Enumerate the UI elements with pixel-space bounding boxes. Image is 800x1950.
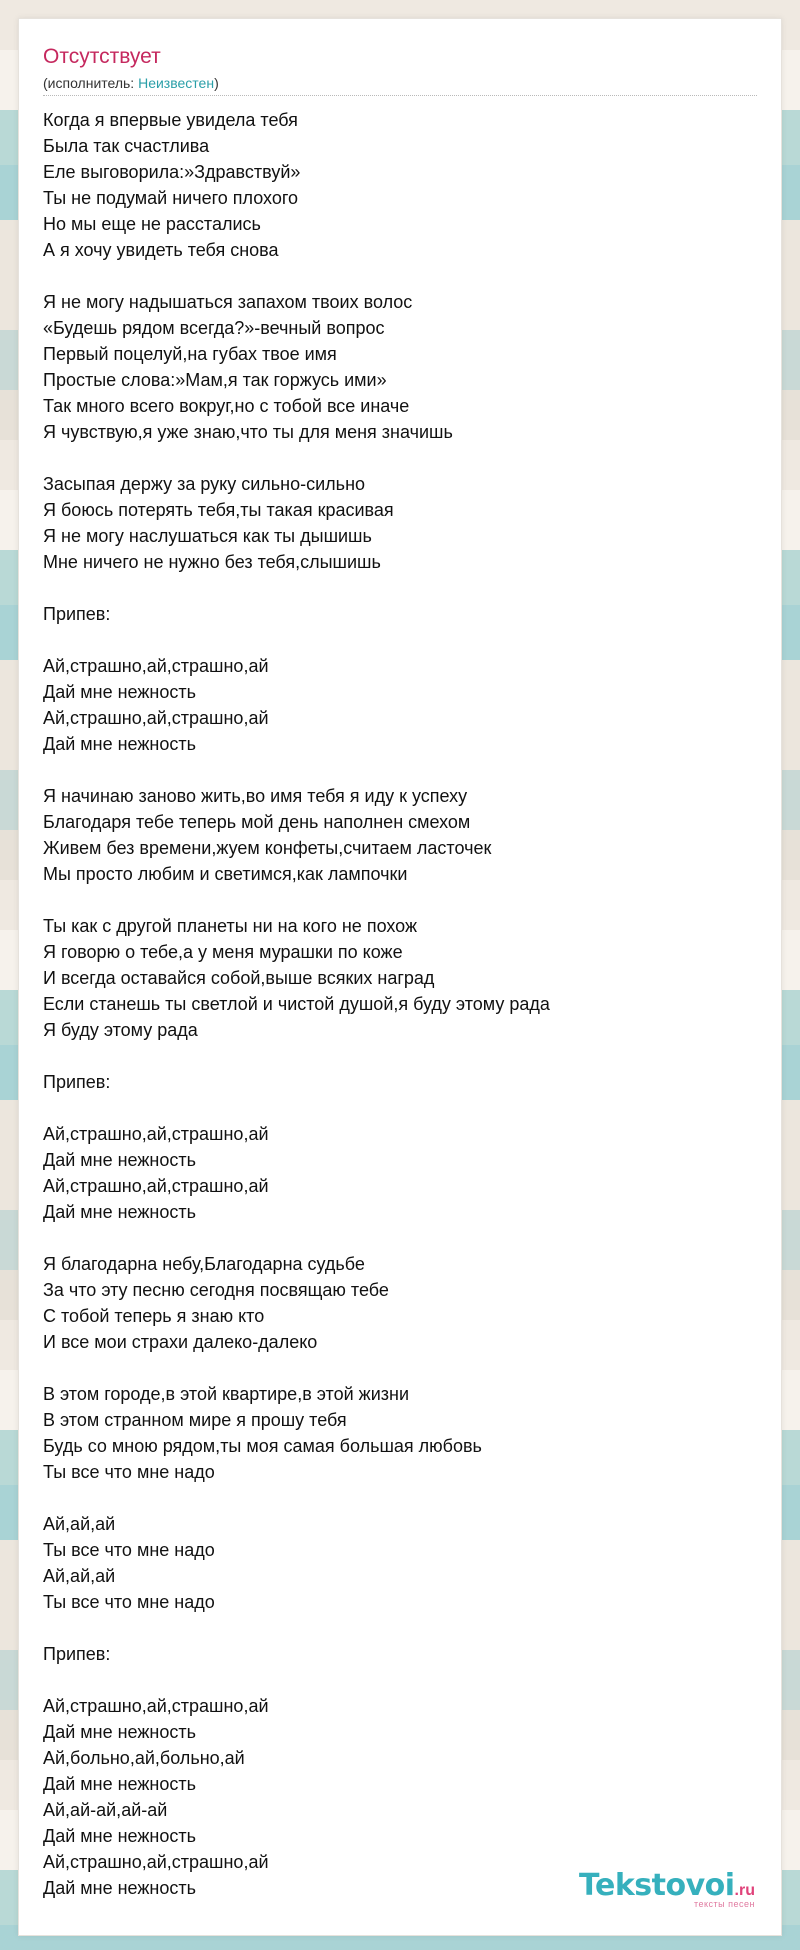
lyrics-line: Ай,страшно,ай,страшно,ай (43, 1696, 269, 1716)
lyrics-blank-line (43, 1667, 550, 1693)
meta-prefix: (исполнитель: (43, 75, 139, 91)
lyrics-line: Ай,страшно,ай,страшно,ай (43, 656, 269, 676)
lyrics-line: Ай,страшно,ай,страшно,ай (43, 708, 269, 728)
lyrics-line: Дай мне нежность (43, 1150, 196, 1170)
lyrics-line: «Будешь рядом всегда?»-вечный вопрос (43, 318, 385, 338)
lyrics-line: Если станешь ты светлой и чистой душой,я буду этому рада (43, 994, 550, 1014)
song-title: Отсутствует (43, 45, 161, 68)
lyrics-line: Так много всего вокруг,но с тобой все иначе (43, 396, 410, 416)
lyrics-line: Ай,ай,ай (43, 1566, 116, 1586)
logo-brand: Tekstovoi (579, 1868, 735, 1903)
lyrics-line: Дай мне нежность (43, 1722, 196, 1742)
lyrics-line: Была так счастлива (43, 136, 210, 156)
lyrics-line: Я боюсь потерять тебя,ты такая красивая (43, 500, 394, 520)
lyrics-line: И все мои страхи далеко-далеко (43, 1332, 318, 1352)
lyrics-line: Дай мне нежность (43, 1878, 196, 1898)
lyrics-line: Дай мне нежность (43, 1774, 196, 1794)
lyrics-line: Простые слова:»Мам,я так горжусь ими» (43, 370, 387, 390)
lyrics-line: Будь со мною рядом,ты моя самая большая любовь (43, 1436, 482, 1456)
lyrics-blank-line (43, 1043, 550, 1069)
site-logo[interactable] (579, 1868, 755, 1909)
divider (43, 95, 757, 96)
logo-tagline: тексты песен (693, 1899, 755, 1909)
lyrics-line: Я начинаю заново жить,во имя тебя я иду к успеху (43, 786, 468, 806)
lyrics-blank-line (43, 1355, 550, 1381)
lyrics-line: Ай,страшно,ай,страшно,ай (43, 1852, 269, 1872)
lyrics-line: Ай,страшно,ай,страшно,ай (43, 1124, 269, 1144)
lyrics-line: Я благодарна небу,Благодарна судьбе (43, 1254, 365, 1274)
lyrics-body (43, 107, 550, 1901)
lyrics-blank-line (43, 1615, 550, 1641)
lyrics-blank-line (43, 445, 550, 471)
lyrics-line: Мне ничего не нужно без тебя,слышишь (43, 552, 381, 572)
lyrics-line: Когда я впервые увидела тебя (43, 110, 298, 130)
lyrics-blank-line (43, 1225, 550, 1251)
lyrics-line: Ай,ай,ай (43, 1514, 116, 1534)
lyrics-blank-line (43, 627, 550, 653)
lyrics-line: Ай,страшно,ай,страшно,ай (43, 1176, 269, 1196)
lyrics-line: Ай,больно,ай,больно,ай (43, 1748, 245, 1768)
lyrics-line: Ты все что мне надо (43, 1540, 215, 1560)
lyrics-line: Дай мне нежность (43, 682, 196, 702)
lyrics-blank-line (43, 1095, 550, 1121)
logo-tld: .ru (734, 1882, 755, 1899)
lyrics-blank-line (43, 1485, 550, 1511)
lyrics-line: Ты все что мне надо (43, 1462, 215, 1482)
lyrics-blank-line (43, 575, 550, 601)
lyrics-line: С тобой теперь я знаю кто (43, 1306, 265, 1326)
lyrics-line: За что эту песню сегодня посвящаю тебе (43, 1280, 389, 1300)
lyrics-line: Ай,ай-ай,ай-ай (43, 1800, 168, 1820)
lyrics-line: Припев: (43, 604, 111, 624)
lyrics-line: В этом городе,в этой квартире,в этой жизни (43, 1384, 409, 1404)
lyrics-line: В этом странном мире я прошу тебя (43, 1410, 347, 1430)
lyrics-line: Я чувствую,я уже знаю,что ты для меня значишь (43, 422, 453, 442)
lyrics-blank-line (43, 887, 550, 913)
lyrics-line: Я говорю о тебе,а у меня мурашки по коже (43, 942, 403, 962)
artist-link[interactable]: Неизвестен (138, 75, 215, 91)
lyrics-line: Мы просто любим и светимся,как лампочки (43, 864, 408, 884)
lyrics-line: Еле выговорила:»Здравствуй» (43, 162, 301, 182)
lyrics-line: Ты как с другой планеты ни на кого не похож (43, 916, 418, 936)
lyrics-line: Я буду этому рада (43, 1020, 198, 1040)
lyrics-line: Благодаря тебе теперь мой день наполнен смехом (43, 812, 471, 832)
lyrics-line: Дай мне нежность (43, 734, 196, 754)
lyrics-line: Дай мне нежность (43, 1826, 196, 1846)
lyrics-line: Дай мне нежность (43, 1202, 196, 1222)
lyrics-line: Первый поцелуй,на губах твое имя (43, 344, 337, 364)
meta-suffix: ) (214, 75, 219, 91)
lyrics-line: И всегда оставайся собой,выше всяких наград (43, 968, 435, 988)
lyrics-line: Живем без времени,жуем конфеты,считаем ласточек (43, 838, 492, 858)
lyrics-line: Припев: (43, 1644, 111, 1664)
lyrics-line: Ты не подумай ничего плохого (43, 188, 299, 208)
lyrics-line: Я не могу надышаться запахом твоих волос (43, 292, 413, 312)
lyrics-line: Припев: (43, 1072, 111, 1092)
lyrics-line: Засыпая держу за руку сильно-сильно (43, 474, 366, 494)
lyrics-line: Я не могу наслушаться как ты дышишь (43, 526, 372, 546)
lyrics-line: Но мы еще не расстались (43, 214, 261, 234)
lyrics-line: А я хочу увидеть тебя снова (43, 240, 279, 260)
lyrics-blank-line (43, 757, 550, 783)
song-meta (43, 75, 219, 91)
lyrics-card (18, 18, 782, 1936)
lyrics-blank-line (43, 263, 550, 289)
lyrics-line: Ты все что мне надо (43, 1592, 215, 1612)
